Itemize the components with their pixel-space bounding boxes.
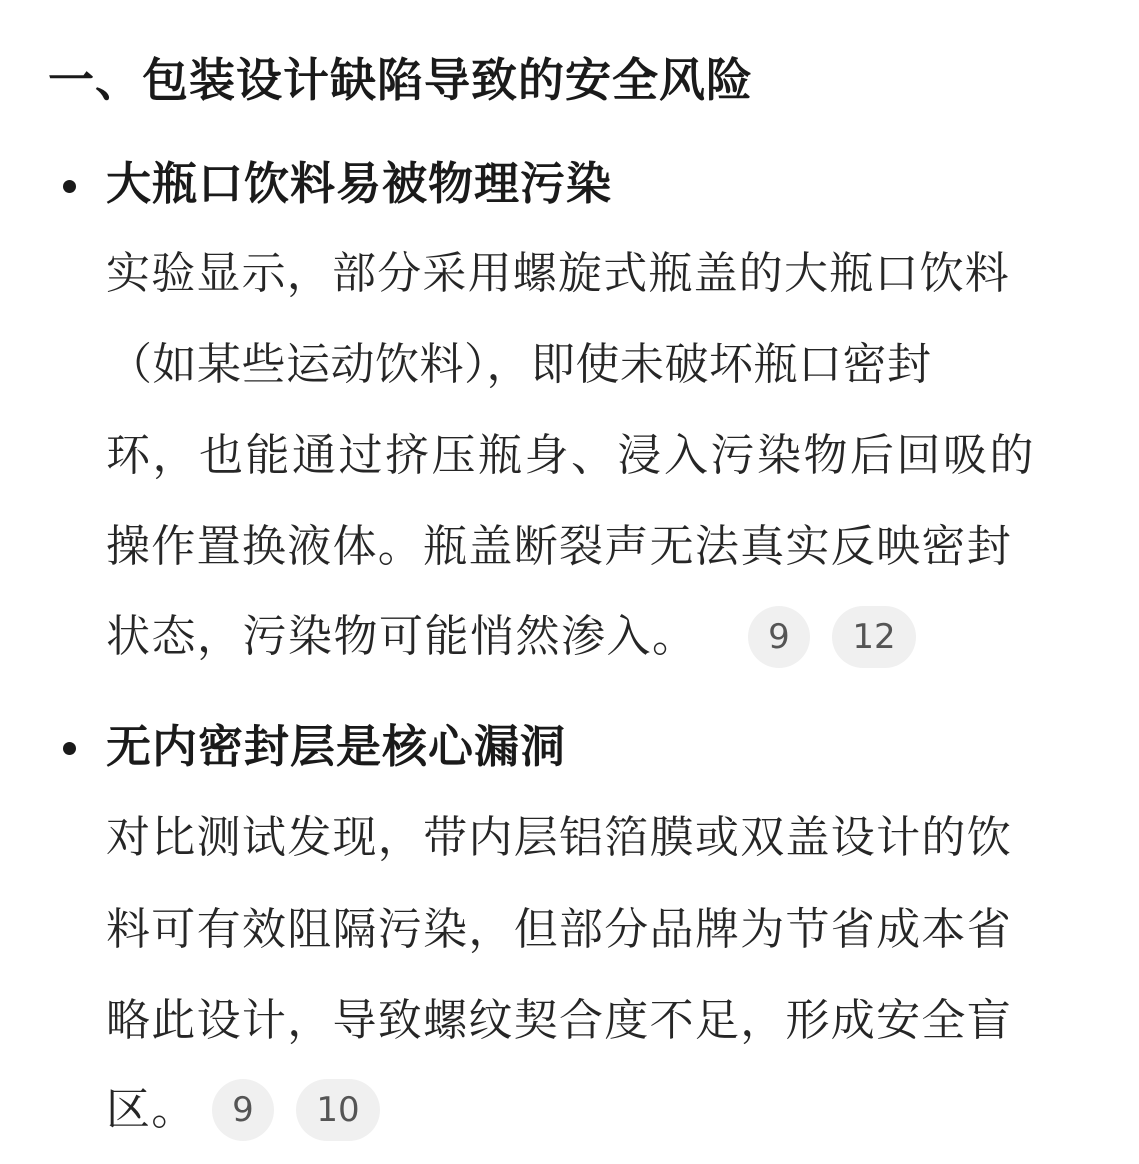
item-text-line: 区。	[106, 1084, 197, 1135]
citation-badge[interactable]: 9	[212, 1079, 274, 1141]
citation-badge[interactable]: 12	[832, 606, 916, 668]
citation-badge[interactable]: 9	[748, 606, 810, 668]
item-text-line: 状态，污染物可能悄然渗入。	[106, 611, 698, 662]
item-title: 大瓶口饮料易被物理污染	[106, 157, 613, 210]
item-title: 无内密封层是核心漏洞	[106, 720, 567, 773]
item-text-line: 料可有效阻隔污染，但部分品牌为节省成本省	[106, 904, 1012, 955]
item-text-line: （如某些运动饮料），即使未破坏瓶口密封	[108, 339, 932, 390]
item-text-line: 环，也能通过挤压瓶身、浸入污染物后回吸的	[106, 430, 1036, 481]
item-text-line: 略此设计，导致螺纹契合度不足，形成安全盲	[106, 995, 1012, 1046]
section-heading: 一、包装设计缺陷导致的安全风险	[48, 53, 753, 107]
item-text-line: 操作置换液体。瓶盖断裂声无法真实反映密封	[106, 521, 1012, 572]
item-text-line: 实验显示，部分采用螺旋式瓶盖的大瓶口饮料	[106, 248, 1010, 299]
bullet-dot	[63, 180, 76, 193]
item-text-last-line	[106, 1079, 436, 1141]
citation-badge[interactable]: 10	[296, 1079, 380, 1141]
bullet-dot	[63, 742, 76, 755]
item-text-line: 对比测试发现，带内层铝箔膜或双盖设计的饮	[106, 812, 1012, 863]
item-text-last-line	[106, 606, 936, 668]
